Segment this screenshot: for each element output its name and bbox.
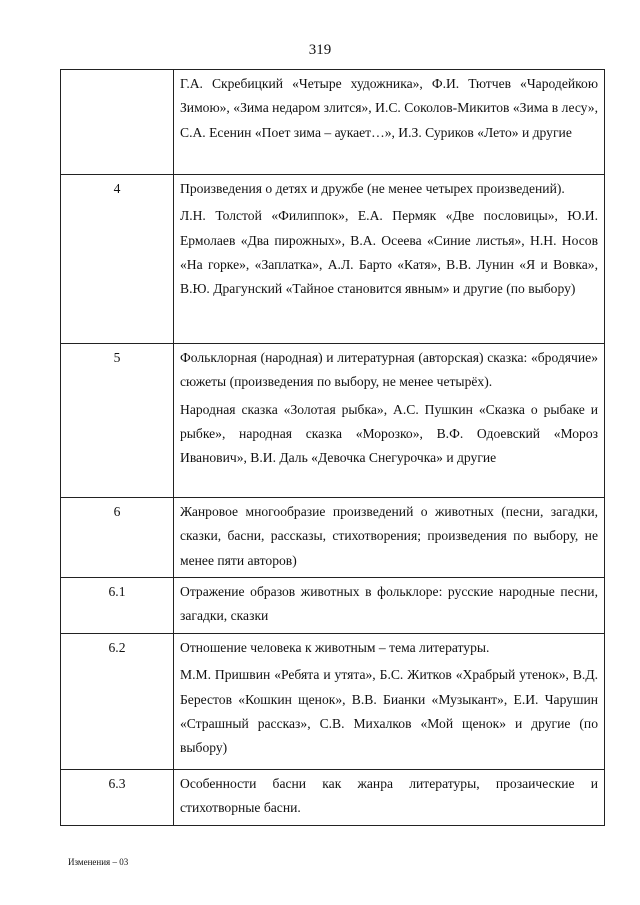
row-content (174, 344, 605, 498)
table-row (61, 770, 605, 826)
row-number: 6.3 (61, 770, 174, 826)
row-paragraph: Л.Н. Толстой «Филиппок», Е.А. Пермяк «Две пословицы», Ю.И. Ермолаев «Два пирожных», В.А. Осеева «Синие листья», Н.Н. Носов «На горке», «Заплатка», А.Л. Барто «Катя», В.В. Лунин «Я и Вовка», В.Ю. Драгунский «Тайное становится явным» и другие (по выбору) (180, 208, 598, 297)
row-number: 6.2 (61, 634, 174, 770)
table-row (61, 578, 605, 634)
table-row (61, 175, 605, 344)
row-content (174, 175, 605, 344)
row-content (174, 70, 605, 175)
row-content (174, 634, 605, 770)
row-paragraph: Произведения о детях и дружбе (не менее четырех произведений). (180, 181, 565, 196)
row-number: 5 (61, 344, 174, 498)
row-content (174, 770, 605, 826)
page-number: 319 (308, 42, 332, 58)
row-paragraph: Фольклорная (народная) и литературная (авторская) сказка: «бродячие» сюжеты (произведения по выбору, не менее четырёх). (180, 350, 598, 390)
row-paragraph: Народная сказка «Золотая рыбка», А.С. Пушкин «Сказка о рыбаке и рыбке», народная сказка «Морозко», В.Ф. Одоевский «Мороз Иванович», В.И. Даль «Девочка Снегурочка» и другие (180, 401, 598, 466)
curriculum-table (60, 69, 605, 826)
table-row (61, 344, 605, 498)
row-content (174, 498, 605, 578)
row-number: 4 (61, 175, 174, 344)
row-content (174, 578, 605, 634)
row-paragraph: Отношение человека к животным – тема литературы. (180, 640, 490, 655)
table-row (61, 498, 605, 578)
row-paragraph: Отражение образов животных в фольклоре: русские народные песни, загадки, сказки (180, 584, 598, 624)
table-row (61, 634, 605, 770)
row-paragraph: М.М. Пришвин «Ребята и утята», Б.С. Житков «Храбрый утенок», В.Д. Берестов «Кошкин щенок», В.В. Бианки «Музыкант», Е.И. Чарушин «Страшный рассказ», С.В. Михалков «Мой щенок» и другие (по выбору) (180, 667, 598, 756)
row-paragraph: Г.А. Скребицкий «Четыре художника», Ф.И. Тютчев «Чародейкою Зимою», «Зима недаром злится», И.С. Соколов-Микитов «Зима в лесу», С.А. Есенин «Поет зима – аукает…», И.З. Суриков «Лето» и другие (180, 76, 598, 140)
row-number (61, 70, 174, 175)
row-paragraph: Особенности басни как жанра литературы, прозаические и стихотворные басни. (180, 776, 598, 816)
footer-revision: Изменения – 03 (68, 857, 129, 867)
row-number: 6.1 (61, 578, 174, 634)
row-number: 6 (61, 498, 174, 578)
table-row (61, 70, 605, 175)
row-paragraph: Жанровое многообразие произведений о животных (песни, загадки, сказки, басни, рассказы, стихотворения; произведения по выбору, не менее пяти авторов) (180, 504, 598, 568)
